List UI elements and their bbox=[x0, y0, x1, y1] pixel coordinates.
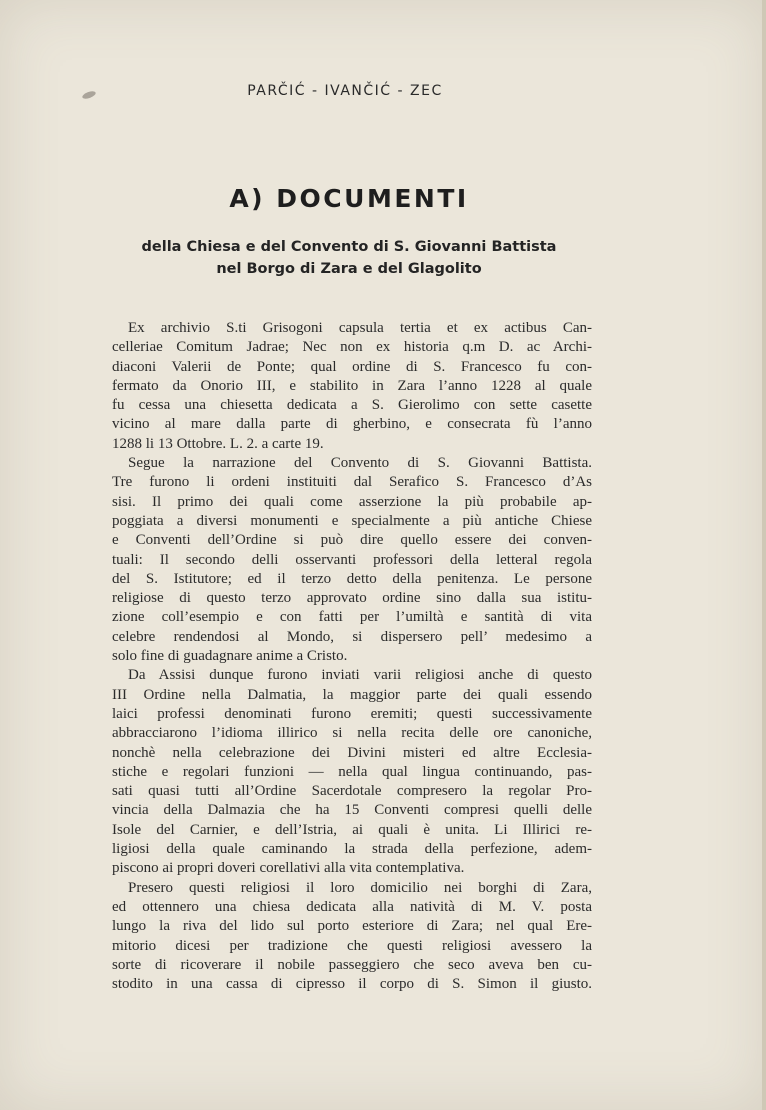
text-line: Presero questi religiosi il loro domicilio nei borghi di Zara, bbox=[128, 879, 592, 896]
text-line: solo fine di guadagnare anime a Cristo. bbox=[112, 648, 348, 665]
text-line: laici professi denominati furono eremiti; questi successivamente bbox=[112, 705, 592, 722]
section-title: A) DOCUMENTI bbox=[229, 184, 469, 213]
text-line: Isole del Carnier, e dell’Istria, ai quali è unita. Li Illirici re- bbox=[112, 821, 592, 838]
text-line: III Ordine nella Dalmatia, la maggior parte dei quali essendo bbox=[112, 686, 592, 703]
text-line: e Conventi dell’Ordine si può dire quello essere dei conven- bbox=[112, 532, 592, 549]
text-line: celebre rendendosi al Mondo, si dispersero pell’ medesimo a bbox=[112, 628, 592, 645]
text-line: ed ottennero una chiesa dedicata alla natività di M. V. posta bbox=[112, 898, 592, 915]
text-line: Ex archivio S.ti Grisogoni capsula tertia et ex actibus Can- bbox=[128, 320, 592, 336]
running-header-authors: PARČIĆ - IVANČIĆ - ZEC bbox=[247, 83, 443, 99]
text-line: abbracciarono l’idioma illirico si nella recita delle ore canoniche, bbox=[112, 725, 592, 742]
text-line: Segue la narrazione del Convento di S. Giovanni Battista. bbox=[128, 455, 592, 472]
text-line: nonchè nella celebrazione dei Divini misteri ed altre Ecclesia- bbox=[112, 744, 592, 761]
text-line: Tre furono li ordeni instituiti dal Serafico S. Francesco d’As bbox=[112, 474, 592, 491]
text-line: fermato da Onorio III, e stabilito in Zara l’anno 1228 al quale bbox=[112, 377, 592, 394]
text-line: mitorio dicesi per tradizione che questi religiosi avessero la bbox=[112, 937, 592, 954]
section-subtitle-line-1: della Chiesa e del Convento di S. Giovanni Battista bbox=[141, 239, 557, 255]
text-line: lungo la riva del lido sul porto esteriore di Zara; nel qual Ere- bbox=[112, 918, 592, 935]
text-line: vincia della Dalmazia che ha 15 Conventi compresi quelli delle bbox=[112, 802, 592, 819]
text-line: stodito in una cassa di cipresso il corpo di S. Simon il giusto. bbox=[112, 976, 592, 993]
text-line: ligiosi della quale caminando la strada della perfezione, adem- bbox=[112, 841, 592, 858]
text-line: stiche e regolari funzioni — nella qual lingua continuando, pas- bbox=[112, 763, 592, 780]
body-text bbox=[112, 319, 592, 994]
text-line: 1288 li 13 Ottobre. L. 2. a carte 19. bbox=[112, 435, 324, 452]
page-edge-shadow bbox=[762, 0, 766, 1110]
text-line: sati quasi tutti all’Ordine Sacerdotale compresero la regolar Pro- bbox=[112, 783, 592, 800]
text-line: sorte di ricoverare il nobile passeggiero che seco aveva ben cu- bbox=[112, 956, 592, 973]
text-line: Da Assisi dunque furono inviati varii religiosi anche di questo bbox=[128, 667, 592, 684]
text-line: diaconi Valerii de Ponte; qual ordine di S. Francesco fu con- bbox=[112, 358, 592, 375]
text-line: celleriae Comitum Jadrae; Nec non ex historia q.m D. ac Archi- bbox=[112, 339, 592, 356]
text-line: poggiata a diversi monumenti e specialmente a più antiche Chiese bbox=[112, 512, 592, 529]
text-line: vicino al mare dalla parte di gherbino, e consecrata fù l’anno bbox=[112, 416, 592, 433]
text-line: tuali: Il secondo delli osservanti professori della letteral regola bbox=[112, 551, 592, 568]
text-line: religiose di questo terzo approvato ordine sino dalla sua istitu- bbox=[112, 590, 592, 607]
text-line: del S. Istitutore; ed il terzo detto della penitenza. Le persone bbox=[112, 570, 592, 587]
section-subtitle-line-2: nel Borgo di Zara e del Glagolito bbox=[216, 261, 482, 277]
text-line: fu cessa una chiesetta dedicata a S. Gierolimo con sette casette bbox=[112, 397, 592, 414]
text-line: sisi. Il primo dei quali come asserzione la più probabile ap- bbox=[112, 493, 592, 510]
text-line: piscono ai propri doveri corellativi alla vita contemplativa. bbox=[112, 860, 465, 877]
text-line: zione coll’esempio e con fatti per l’umiltà e santità di vita bbox=[112, 609, 592, 626]
